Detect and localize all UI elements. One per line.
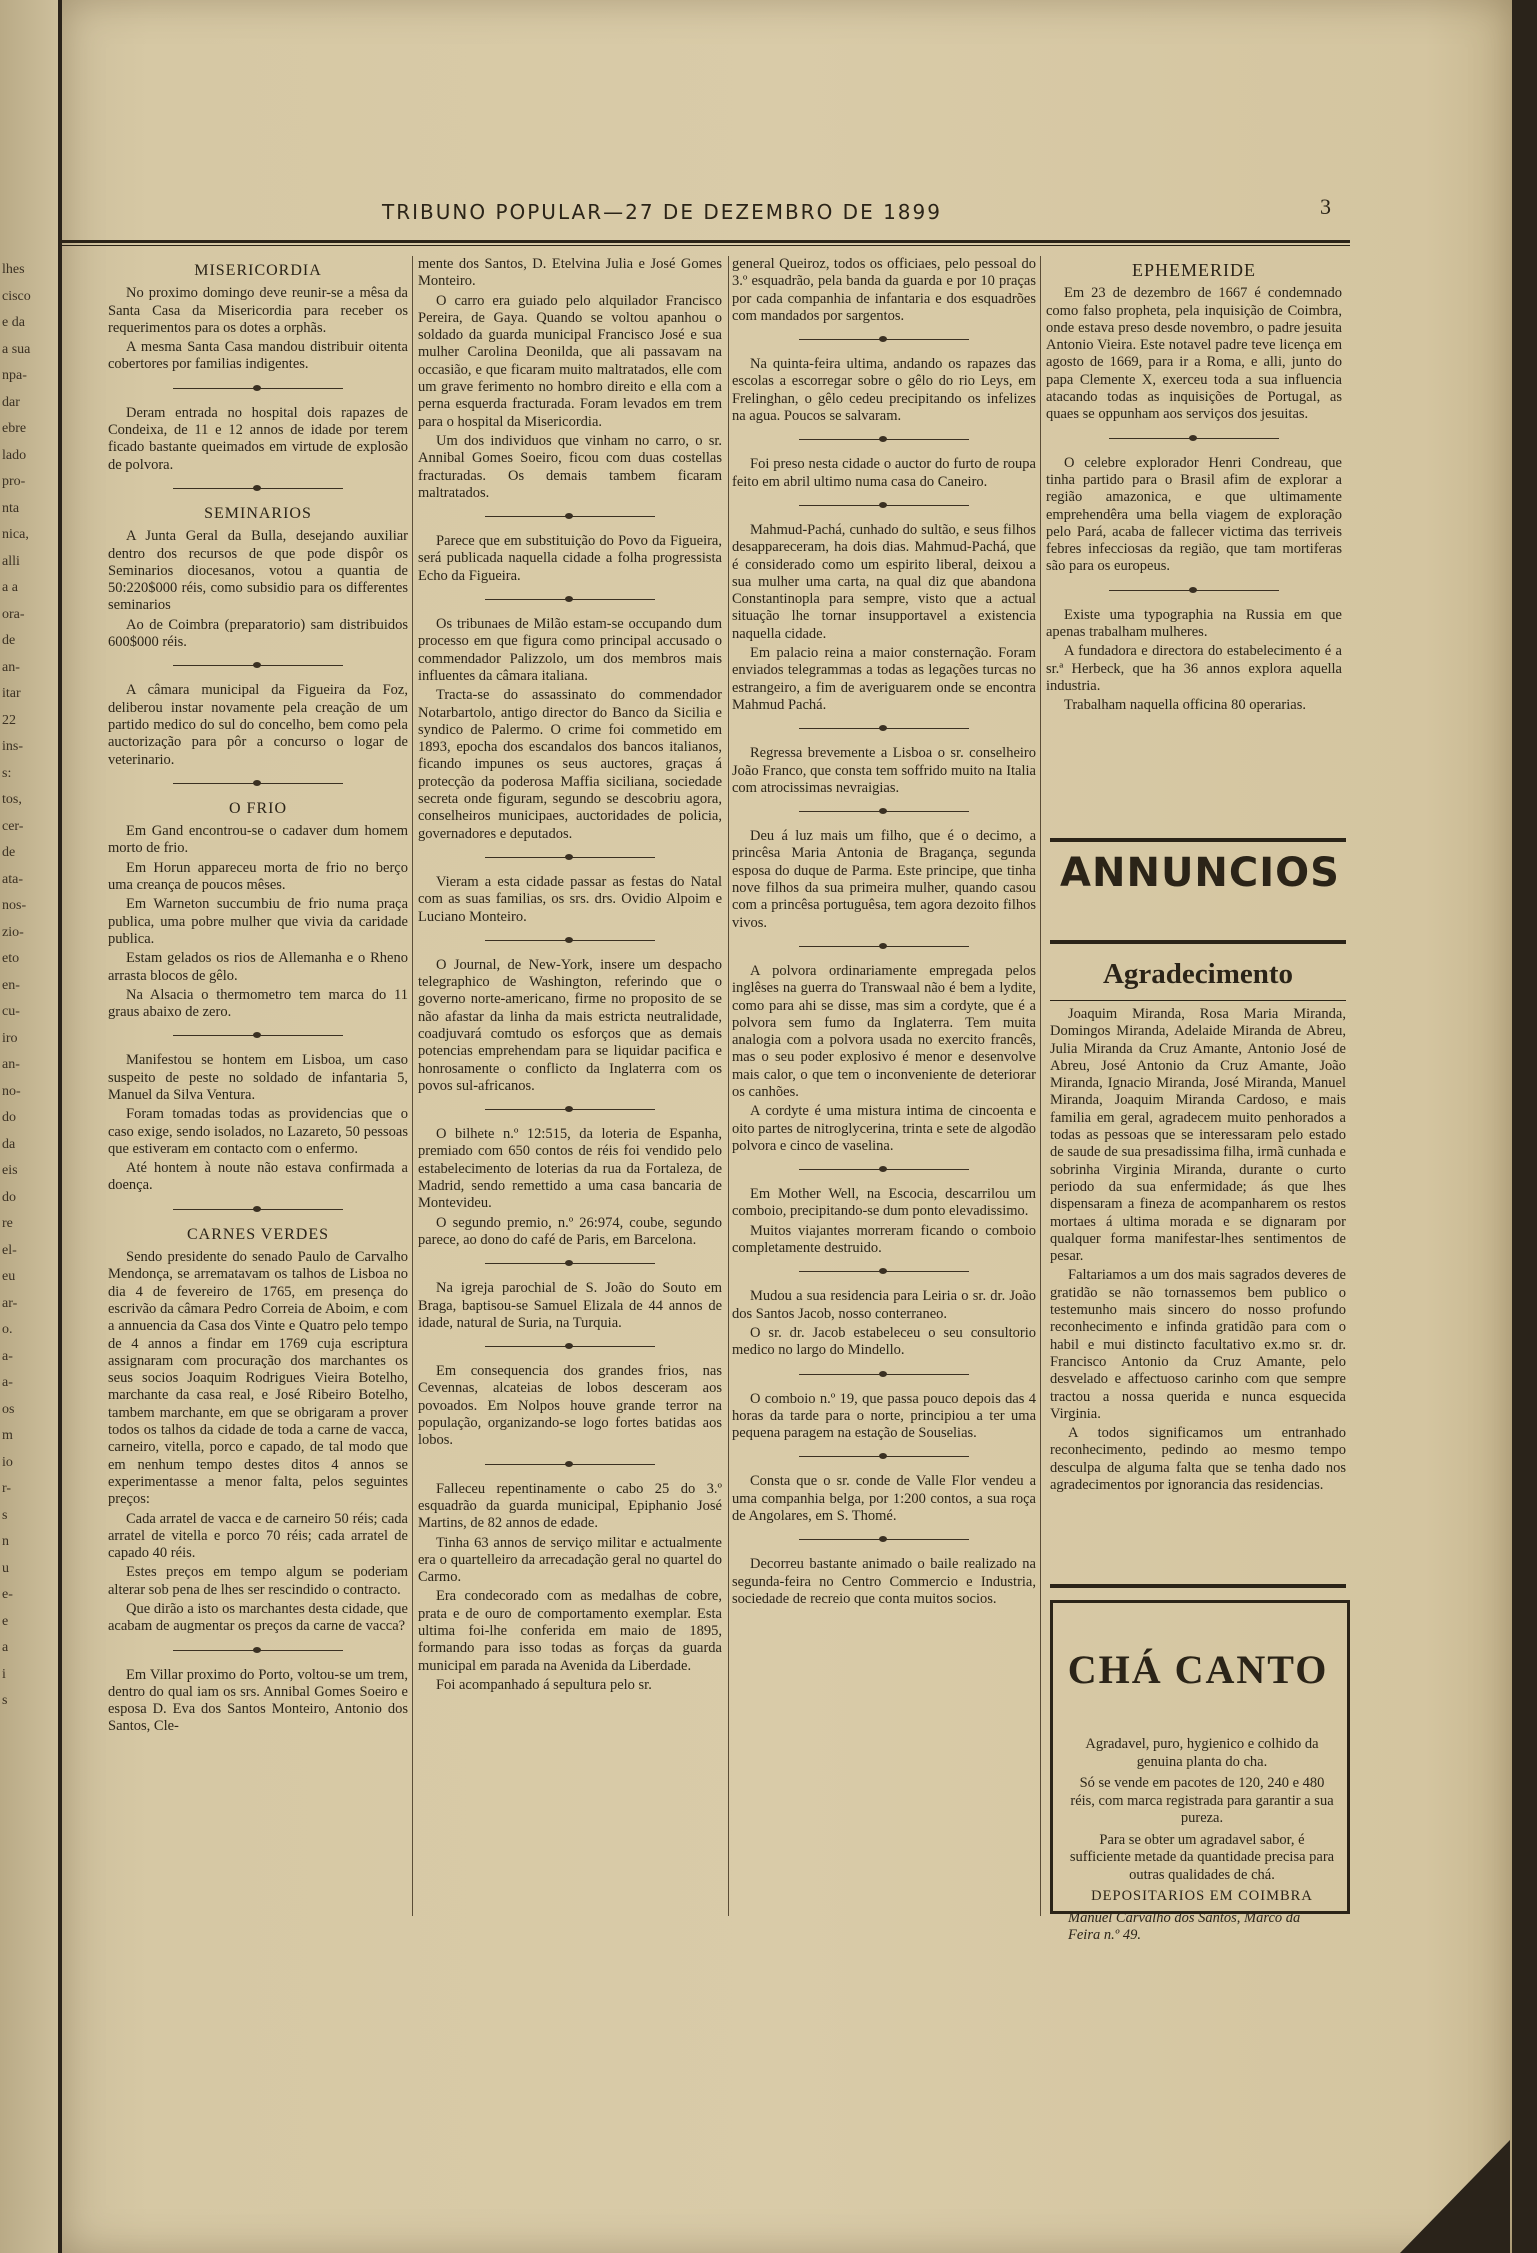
column-2 bbox=[418, 256, 722, 1916]
depositarios-label: DEPOSITARIOS EM COIMBRA bbox=[1091, 1888, 1313, 1904]
separator bbox=[799, 439, 969, 440]
separator bbox=[485, 1263, 655, 1264]
margin-fragment: ins- bbox=[2, 739, 23, 754]
article-paragraph: Deu á luz mais um filho, que é o decimo, a princêsa Maria Antonia de Bragança, segunda esposa do duque de Parma. Este principe, que tinha nove filhos da sua primeira mulher, quando casou com a princêsa portuguêsa, tem agora dezoito filhos vivos. bbox=[732, 828, 1036, 931]
article-paragraph: general Queiroz, todos os officiaes, pelo pessoal do 3.º esquadrão, pela banda da guarda e por 10 praças por cada companhia de infantaria e dos esquadrões com mandados por sargentos. bbox=[732, 256, 1036, 324]
separator bbox=[173, 1035, 343, 1036]
margin-fragment: s: bbox=[2, 765, 12, 781]
separator bbox=[485, 857, 655, 858]
margin-fragment: ata- bbox=[2, 871, 23, 887]
margin-fragment: e bbox=[2, 1613, 9, 1629]
article-paragraph: Em palacio reina a maior consternação. Foram enviados telegrammas a todas as legações turcas no estrangeiro, a fim de averiguarem onde se encontra Mahmud Pachá. bbox=[732, 645, 1036, 713]
article-paragraph: Muitos viajantes morreram ficando o comboio completamente destruido. bbox=[732, 1222, 1036, 1257]
article-paragraph: Ao de Coimbra (preparatorio) sam distribuidos 600$000 réis. bbox=[108, 616, 408, 651]
margin-fragment: e- bbox=[2, 1587, 13, 1602]
article-paragraph: Existe uma typographia na Russia em que apenas trabalham mulheres. bbox=[1046, 606, 1342, 641]
column-4-ephemeride bbox=[1046, 256, 1342, 836]
article-paragraph: Em 23 de dezembro de 1667 é condemnado como falso propheta, pela inquisição de Coimbra, onde estava preso desde novembro, o padre jesuita Antonio Vieira. Este notavel padre teve licença em agosto de 1669, para ir a Roma, e alli, junto do papa Clemente X, exerceu toda a sua influencia atacando todas as inquisições de Portugal, as quaes se oppunham aos serviços dos jesuitas. bbox=[1046, 285, 1342, 423]
margin-fragment: ar- bbox=[2, 1295, 18, 1311]
margin-fragment: os bbox=[2, 1401, 15, 1417]
margin-fragment: da bbox=[2, 1136, 16, 1152]
article-paragraph: O carro era guiado pelo alquilador Francisco Pereira, de Gaya. Quando se voltou apanhou o soldado da guarda municipal Francisco José e sua mulher Carolina Deonilda, que ali passavam na occasião, e que ficaram muito maltratados, elle com um grave ferimento no hombro direito e ella com a perna esquerda fracturada. Foram levados em trem para o hospital da Misericordia. bbox=[418, 292, 722, 430]
section-heading: O FRIO bbox=[228, 799, 287, 817]
separator bbox=[799, 339, 969, 340]
article-paragraph: Era condecorado com as medalhas de cobre, prata e de ouro de comportamento exemplar. Esta ultima foi-lhe conferida em maio de 1895, formando para isso todas as forças da guarda municipal em parada na Avenida da Liberdade. bbox=[418, 1588, 722, 1674]
article-paragraph: A mesma Santa Casa mandou distribuir oitenta cobertores por familias indigentes. bbox=[108, 339, 408, 373]
rule bbox=[1050, 940, 1346, 944]
article-paragraph: Na quinta-feira ultima, andando os rapazes das escolas a escorregar sobre o gêlo do rio Leys, em Frelinghan, o gêlo cedeu precipitando os infelizes na agua. Poucos se salvaram. bbox=[732, 356, 1036, 425]
article-paragraph: Joaquim Miranda, Rosa Maria Miranda, Domingos Miranda, Adelaide Miranda de Abreu, Julia Miranda da Cruz Amante, Antonio José de Abreu, José Antonio da Cruz Amante, João Miranda, Ignacio Miranda, José Miranda, Manuel Miranda, Joaquim Miranda Cardoso, e mais familia em geral, agradecem muito penhorados a todas as pessoas que se interessaram pelo estado de saude de sua presadissima filha, irmã cunhada e sobrinha Virginia Miranda, durante o curto periodo da sua enfermidade; ás que lhes dispensaram a fineza de acompanharem os restos mortaes á ultima morada e se dignaram por qualquer forma manifestar-lhes sentimentos de pesar. bbox=[1050, 1006, 1346, 1265]
article-paragraph: Em Villar proximo do Porto, voltou-se um trem, dentro do qual iam os srs. Annibal Gomes Soeiro e esposa D. Eva dos Santos Monteiro, Antonio dos Santos, Cle- bbox=[108, 1666, 408, 1735]
separator bbox=[1109, 438, 1279, 439]
separator bbox=[173, 388, 343, 389]
margin-fragment: 22 bbox=[2, 712, 16, 728]
separator bbox=[485, 1346, 655, 1347]
article-paragraph: No proximo domingo deve reunir-se a mêsa da Santa Casa da Misericordia para receber os requerimentos para os dotes a orphãs. bbox=[108, 285, 408, 336]
cha-canto-heading: CHÁ CANTO bbox=[1067, 1647, 1329, 1692]
margin-fragment: de bbox=[2, 633, 16, 648]
margin-fragment: eis bbox=[2, 1163, 18, 1178]
rule bbox=[1050, 1584, 1346, 1588]
margin-fragment: s bbox=[2, 1507, 8, 1523]
separator bbox=[485, 940, 655, 941]
article-paragraph: Regressa brevemente a Lisboa o sr. conselheiro João Franco, que consta tem soffrido muito na Italia com atrocissimas nevraigias. bbox=[732, 745, 1036, 796]
margin-fragment: re bbox=[2, 1216, 13, 1231]
margin-fragment: r- bbox=[2, 1481, 12, 1496]
agradecimento-heading: Agradecimento bbox=[1102, 958, 1294, 990]
column-divider bbox=[412, 256, 413, 1916]
article-paragraph: Decorreu bastante animado o baile realizado na segunda-feira no Centro Commercio e Industria, sociedade de recreio que conta muitos socios. bbox=[732, 1556, 1036, 1607]
margin-fragment: alli bbox=[2, 553, 20, 569]
separator bbox=[485, 516, 655, 517]
column-1 bbox=[108, 256, 408, 1916]
separator bbox=[799, 1456, 969, 1457]
separator bbox=[1109, 590, 1279, 591]
margin-fragment: ebre bbox=[2, 421, 27, 436]
separator bbox=[799, 728, 969, 729]
separator bbox=[799, 1271, 969, 1272]
margin-fragment: lado bbox=[2, 447, 27, 463]
margin-fragment: zio- bbox=[2, 924, 24, 940]
header-rule-thin bbox=[60, 245, 1350, 246]
ad-text: Agradavel, puro, hygienico e colhido da genuina planta do cha. bbox=[1085, 1736, 1319, 1770]
article-paragraph: A fundadora e directora do estabelecimento é a sr.ª Herbeck, que ha 36 annos explora aquella industria. bbox=[1046, 643, 1342, 694]
margin-fragment: itar bbox=[2, 686, 21, 701]
article-paragraph: A polvora ordinariamente empregada pelos inglêses na guerra do Transwaal não é bem a lydite, como para ahi se disse, mas sim a cordyte, que é a polvora sem fumo da Inglaterra. Tem muita analogia com a polvora usada no exercito francês, mas o seu poder explosivo é menor e desenvolve mais calor, o que tem o inconveniente de deteriorar os canhões. bbox=[732, 962, 1036, 1100]
article-paragraph: A Junta Geral da Bulla, desejando auxiliar dentro dos recursos de que pode dispôr os Seminarios diocesanos, votou a quantia de 50:220$000 réis, como subsidio para os differentes seminarios bbox=[108, 528, 408, 614]
article-paragraph: mente dos Santos, D. Etelvina Julia e José Gomes Monteiro. bbox=[418, 256, 722, 290]
article-paragraph: Em consequencia dos grandes frios, nas Cevennas, alcateias de lobos desceram aos povoados. Em Nolpos houve grande terror na população, organizando-se logo fortes batidas aos lobos. bbox=[418, 1363, 722, 1449]
section-heading: EPHEMERIDE bbox=[1132, 260, 1256, 280]
article-paragraph: Sendo presidente do senado Paulo de Carvalho Mendonça, se arrematavam os talhos de Lisboa no dia 4 de fevereiro de 1765, em presença do escrivão da câmara Pedro Correia de Aboim, e com a annuencia da Casa dos Vinte e Quatro pelo tempo de 4 annos a findar em 1769 cuja escriptura assignaram com procuração dos marchantes os seus socios Joaquim Rodrigues Vieira Botelho, marchante da casa real, e José Ribeiro Botelho, tambem marchante, em que se obrigaram a prover todos os talhos da cidade de toda a carne de vacca, carneiro, vitella, porco e capado, de tal modo que em nenhum tempo destes ditos 4 annos se experimentasse a menor falta, pelos seguintes preços: bbox=[108, 1249, 408, 1508]
margin-fragment: do bbox=[2, 1110, 16, 1125]
article-paragraph: Mudou a sua residencia para Leiria o sr. dr. João dos Santos Jacob, nosso conterraneo. bbox=[732, 1288, 1036, 1322]
margin-fragment: iro bbox=[2, 1030, 18, 1046]
margin-fragment: an- bbox=[2, 659, 20, 675]
separator bbox=[173, 1209, 343, 1210]
article-paragraph: Que dirão a isto os marchantes desta cidade, que acabam de augmentar os preços da carne de vacca? bbox=[108, 1601, 408, 1635]
article-paragraph: Foi acompanhado á sepultura pelo sr. bbox=[436, 1676, 652, 1693]
separator bbox=[485, 1464, 655, 1465]
article-paragraph: Tracta-se do assassinato do commendador Notarbartolo, antigo director do Banco da Sicilia e syndico de Palermo. O crime foi commetido em 1893, epocha dos escandalos dos bancos italianos, ficando impunes os seus auctores, graças á protecção da poderosa Maffia siciliana, sociedade secreta onde figuram, segundo se descobriu agora, conselheiros municipaes, auctoridades de policia, governadores e deputados. bbox=[418, 687, 722, 842]
section-heading: CARNES VERDES bbox=[186, 1225, 330, 1243]
margin-fragment: nta bbox=[2, 500, 20, 516]
article-paragraph: Mahmud-Pachá, cunhado do sultão, e seus filhos desappareceram, ha dois dias. Mahmud-Pachá, que é considerado como um espirito liberal, deixou a sua mulher uma carta, na qual diz que abandona Constantinopla para sempre, visto que a actual situação lhe tornar insupportavel a existencia naquella cidade. bbox=[732, 521, 1036, 642]
margin-fragment: m bbox=[2, 1428, 13, 1443]
article-paragraph: Tinha 63 annos de serviço militar e actualmente era o quartelleiro da arrecadação geral no quartel do Carmo. bbox=[418, 1534, 722, 1586]
margin-fragment: dar bbox=[2, 394, 20, 410]
separator bbox=[173, 488, 343, 489]
separator bbox=[173, 1650, 343, 1651]
margin-fragment: el- bbox=[2, 1242, 17, 1258]
depositario-address: Manuel Carvalho dos Santos, Marco da Feira n.º 49. bbox=[1068, 1909, 1301, 1943]
margin-fragment: eto bbox=[2, 951, 20, 966]
margin-fragment: io bbox=[2, 1454, 13, 1470]
article-paragraph: Vieram a esta cidade passar as festas do Natal com as suas familias, os srs. drs. Ovidio Alpoim e Luciano Monteiro. bbox=[418, 873, 722, 925]
article-paragraph: Até hontem à noute não estava confirmada a doença. bbox=[108, 1160, 408, 1194]
article-paragraph: Trabalham naquella officina 80 operarias. bbox=[1064, 697, 1306, 714]
separator bbox=[173, 665, 343, 666]
article-paragraph: Foram tomadas todas as providencias que o caso exige, sendo isolados, no Lazareto, 50 pessoas que estiveram em contacto com o enfermo. bbox=[108, 1106, 408, 1157]
separator bbox=[173, 783, 343, 784]
article-paragraph: Manifestou se hontem em Lisboa, um caso suspeito de peste no soldado de infantaria 5, Manuel da Silva Ventura. bbox=[108, 1052, 408, 1103]
separator bbox=[799, 1169, 969, 1170]
page-number: 3 bbox=[1320, 194, 1331, 219]
margin-fragment: ora- bbox=[2, 606, 25, 622]
article-paragraph: Em Horun appareceu morta de frio no berço uma creança de poucos mêses. bbox=[108, 859, 408, 894]
article-paragraph: A todos significamos um entranhado reconhecimento, pedindo ao mesmo tempo desculpa de alguma falta que se tenha dado nos agradecimentos por ignorancia das residencias. bbox=[1050, 1425, 1346, 1494]
separator bbox=[799, 505, 969, 506]
ad-text: Só se vende em pacotes de 120, 240 e 480 réis, com marca registrada para garantir a sua pureza. bbox=[1070, 1775, 1334, 1826]
margin-fragment: cer- bbox=[2, 818, 24, 834]
margin-fragment: u bbox=[2, 1560, 9, 1576]
annuncios-heading: ANNUNCIOS bbox=[1060, 850, 1340, 896]
margin-fragment: no- bbox=[2, 1083, 21, 1099]
article-paragraph: A câmara municipal da Figueira da Foz, deliberou instar novamente pela creação de um partido medico do sul do concelho, bem como pela auctorização para pôr a concurso o logar de veterinario. bbox=[108, 682, 408, 768]
separator bbox=[799, 1374, 969, 1375]
separator bbox=[485, 599, 655, 600]
margin-fragment: n bbox=[2, 1534, 9, 1549]
margin-fragment: lhes bbox=[2, 262, 25, 277]
margin-fragment: nos- bbox=[2, 898, 27, 913]
margin-fragment: a- bbox=[2, 1348, 13, 1364]
article-paragraph: Consta que o sr. conde de Valle Flor vendeu a uma companhia belga, por 1:200 contos, a sua roça de Angolares, em S. Thomé. bbox=[732, 1473, 1036, 1525]
separator bbox=[799, 946, 969, 947]
article-paragraph: Estam gelados os rios de Allemanha e o Rheno arrasta blocos de gêlo. bbox=[108, 950, 408, 984]
margin-fragment: do bbox=[2, 1189, 16, 1205]
margin-fragment: e da bbox=[2, 315, 25, 330]
column-divider bbox=[1040, 256, 1041, 1916]
article-paragraph: Estes preços em tempo algum se poderiam alterar sob pena de lhes ser rescindido o contracto. bbox=[108, 1564, 408, 1598]
margin-fragment: npa- bbox=[2, 368, 27, 383]
margin-fragment: en- bbox=[2, 977, 20, 993]
article-paragraph: Na igreja parochial de S. João do Souto em Braga, baptisou-se Samuel Elizala de 44 annos de idade, natural de Suria, na Turquia. bbox=[418, 1280, 722, 1331]
column-3 bbox=[732, 256, 1036, 1916]
header-rule bbox=[60, 240, 1350, 243]
margin-fragment: a bbox=[2, 1640, 9, 1655]
article-paragraph: O bilhete n.º 12:515, da loteria de Espanha, premiado com 650 contos de réis foi vendido pelo estabelecimento de loterias da rua da Fortaleza, de Madrid, sendo remettido a uma casa bancaria de Montevideu. bbox=[418, 1126, 722, 1212]
article-paragraph: Em Gand encontrou-se o cadaver dum homem morto de frio. bbox=[108, 823, 408, 857]
agradecimento-body bbox=[1050, 1006, 1346, 1581]
margin-fragment: eu bbox=[2, 1269, 16, 1284]
margin-fragment: a- bbox=[2, 1375, 13, 1390]
section-heading: MISERICORDIA bbox=[194, 262, 322, 279]
article-paragraph: Cada arratel de vacca e de carneiro 50 réis; cada arratel de vitella e porco 70 réis; cada arratel de capado 40 réis. bbox=[108, 1510, 408, 1562]
cha-canto-body bbox=[1068, 1736, 1336, 1949]
margin-fragment: o. bbox=[2, 1322, 13, 1337]
article-paragraph: Em Warneton succumbiu de frio numa praça publica, uma pobre mulher que vivia da caridade publica. bbox=[108, 896, 408, 947]
article-paragraph: Os tribunaes de Milão estam-se occupando dum processo em que figura como principal accusado o commendador Palizzolo, um dos membros mais influentes da câmara italiana. bbox=[418, 616, 722, 684]
margin-fragment: an- bbox=[2, 1057, 20, 1072]
separator bbox=[799, 1539, 969, 1540]
margin-fragment: i bbox=[2, 1666, 6, 1682]
article-paragraph: Deram entrada no hospital dois rapazes de Condeixa, de 11 e 12 annos de idade por terem ficado bastante queimados em virtude de explosão de polvora. bbox=[108, 404, 408, 473]
margin-fragment: pro- bbox=[2, 474, 26, 489]
margin-fragment: a a bbox=[2, 580, 18, 595]
article-paragraph: A cordyte é uma mistura intima de cincoenta e oito partes de nitroglycerina, trinta e sete de algodão polvora e cinco de vaselina. bbox=[732, 1103, 1036, 1154]
article-paragraph: Um dos individuos que vinham no carro, o sr. Annibal Gomes Soeiro, ficou com duas costellas fracturadas. Os demais tambem ficaram maltratados. bbox=[418, 432, 722, 501]
margin-fragment: cu- bbox=[2, 1004, 20, 1019]
rule bbox=[1050, 838, 1346, 842]
masthead-title: TRIBUNO POPULAR—27 DE DEZEMBRO DE 1899 bbox=[382, 200, 942, 224]
margin-fragment: tos, bbox=[2, 792, 22, 807]
article-paragraph: Na Alsacia o thermometro tem marca do 11 graus abaixo de zero. bbox=[108, 986, 408, 1021]
article-paragraph: Parece que em substituição do Povo da Figueira, será publicada naquella cidade a folha progressista Echo da Figueira. bbox=[418, 533, 722, 584]
article-paragraph: Falleceu repentinamente o cabo 25 do 3.º esquadrão da guarda municipal, Epiphanio José Martins, de 82 annos de edade. bbox=[418, 1480, 722, 1532]
margin-fragment: s bbox=[2, 1693, 8, 1708]
separator bbox=[485, 1109, 655, 1110]
separator bbox=[799, 811, 969, 812]
column-divider bbox=[728, 256, 729, 1916]
article-paragraph: O sr. dr. Jacob estabeleceu o seu consultorio medico no largo do Mindello. bbox=[732, 1324, 1036, 1359]
torn-page-corner bbox=[1400, 2140, 1510, 2253]
article-paragraph: O celebre explorador Henri Condreau, que tinha partido para o Brasil afim de explorar a região amazonica, e que ultimamente emprehendêra uma bella viagem de exploração pelo Pará, acaba de fallecer victima das terriveis febres infecciosas da região, que tam mortiferas são para os europeus. bbox=[1046, 454, 1342, 575]
section-heading: SEMINARIOS bbox=[204, 504, 312, 522]
article-paragraph: Em Mother Well, na Escocia, descarrilou um comboio, precipitando-se dum ponto elevadissimo. bbox=[732, 1186, 1036, 1220]
article-paragraph: Faltariamos a um dos mais sagrados deveres de gratidão se não tornassemos bem publico o testemunho mais sincero do nosso profundo reconhecimento e infinda gratidão para com o habil e mui distincto facultativo ex.mo sr. dr. Francisco Antonio da Cruz Amante, pelo desvelado e affectuoso carinho com que sempre tractou a nossa querida e nunca esquecida Virginia. bbox=[1050, 1267, 1346, 1422]
article-paragraph: O segundo premio, n.º 26:974, coube, segundo parece, ao dono do café de Paris, em Barcelona. bbox=[418, 1214, 722, 1248]
previous-page-edge bbox=[0, 0, 58, 2253]
margin-fragment: de bbox=[2, 845, 16, 860]
article-paragraph: Foi preso nesta cidade o auctor do furto de roupa feito em abril ultimo numa casa do Caneiro. bbox=[732, 456, 1036, 490]
article-paragraph: O comboio n.º 19, que passa pouco depois das 4 horas da tarde para o norte, principiou a ter uma pequena paragem na estação de Souselias. bbox=[732, 1390, 1036, 1442]
margin-fragment: cisco bbox=[2, 288, 31, 304]
article-paragraph: O Journal, de New-York, insere um despacho telegraphico de Washington, referindo que o governo norte-americano, firme no proposito de se não afastar da linha da mais estricta neutralidade, coadjuvará comtudo os esforços que as demais potencias emprehendam para se liquidar pacifica e honrosamente o conflicto da Inglaterra com os povos sul-africanos. bbox=[418, 956, 722, 1094]
ad-text: Para se obter um agradavel sabor, é sufficiente metade da quantidade precisa para outras qualidades de chá. bbox=[1069, 1831, 1335, 1883]
rule bbox=[1050, 1000, 1346, 1001]
margin-fragment: nica, bbox=[2, 527, 29, 542]
margin-fragment: a sua bbox=[2, 341, 31, 357]
